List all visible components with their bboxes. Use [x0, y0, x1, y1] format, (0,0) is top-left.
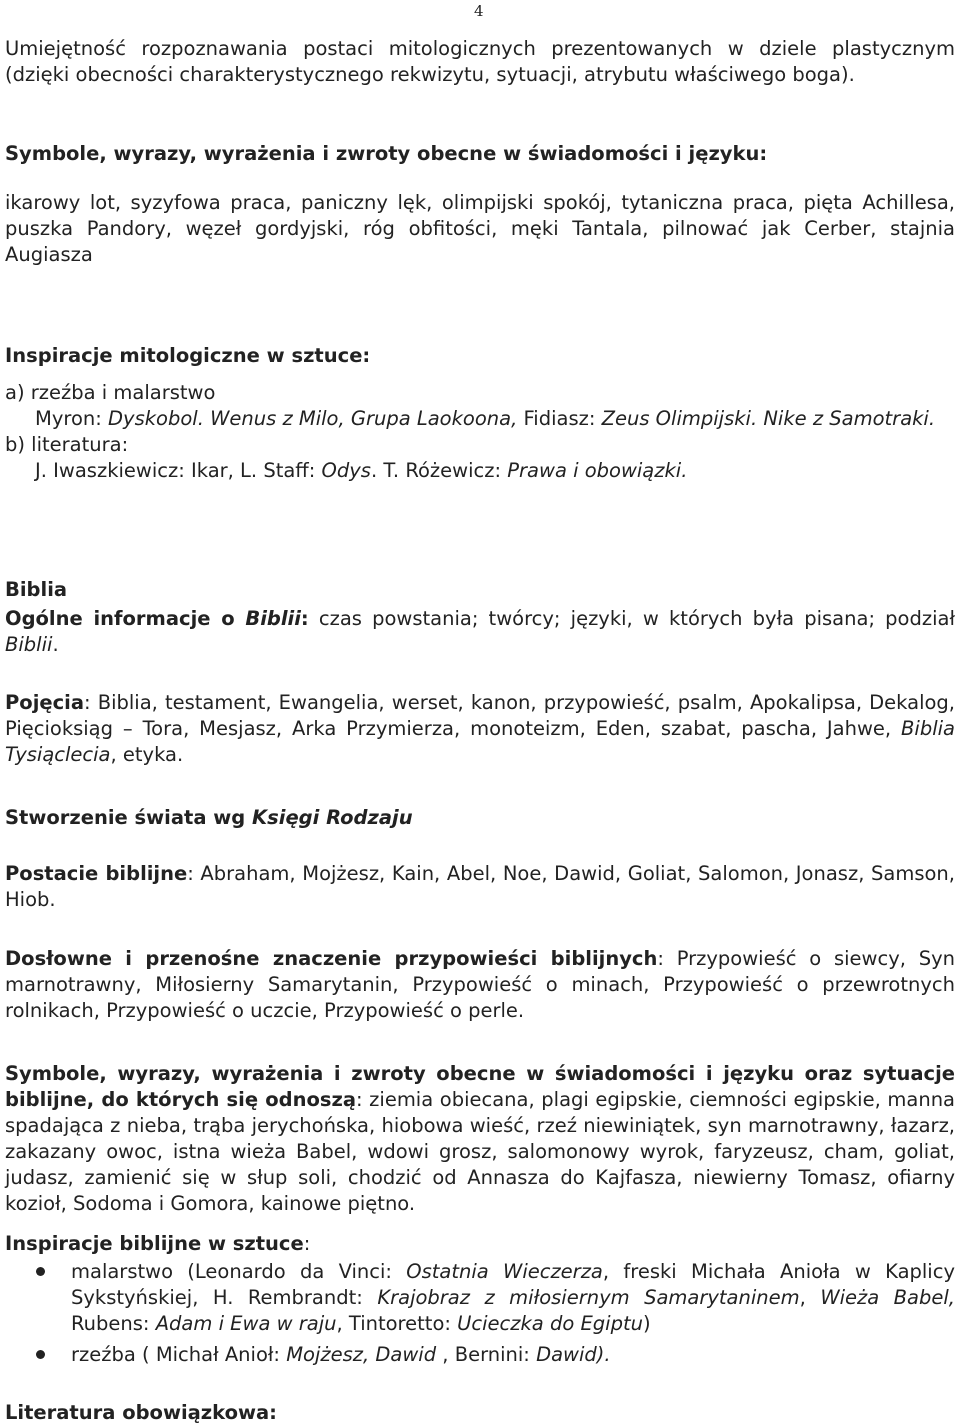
postacie-paragraph: [5, 861, 955, 913]
przypowiesci-paragraph: [5, 946, 955, 1024]
bullet1-ostatnia-wieczerza: Ostatnia Wieczerza: [406, 1260, 603, 1283]
myth-symbols-heading: Symbole, wyrazy, wyrażenia i zwroty obecne w świadomości i języku:: [5, 142, 768, 165]
bullet1-text-3: ,: [799, 1286, 821, 1309]
biblia-symbols-paragraph: [5, 1061, 955, 1217]
inspiracje-colon: :: [303, 1232, 311, 1255]
biblia-info-head: Ogólne informacje o: [5, 607, 246, 630]
biblia-symbols-text: : ziemia obiecana, plagi egipskie, ciemności egipskie, manna spadająca z nieba, trąba jerychońska, hiobowa wieść, rzeź niewiniątek, syn marnotrawny, łazarz, zakazany owoc, istna wieża Babel, wdowi grosz, salomonowy wyrok, faryzeusz, cham, goliat, judasz, zamienić się w słup soli, chodzić od Annasza do Kajfasza, niewierny Tomasz, ofiarny kozioł, Sodoma i Gomora, kainowe piętno.: [5, 1088, 956, 1215]
pojecia-text: : Biblia, testament, Ewangelia, werset, kanon, przypowieść, psalm, Apokalipsa, Dekalog, Pięcioksiąg – Tora, Mesjasz, Arka Przymierza, monoteizm, Eden, szabat, pascha, Jahwe,: [5, 691, 955, 740]
przypowiesci-text: : Przypowieść o siewcy, Syn marnotrawny, Miłosierny Samarytanin, Przypowieść o minach, Przypowieść o przewrotnych rolnikach, Przypowieść o uczcie, Przypowieść o perle.: [5, 947, 955, 1022]
bullet2-text-2: , Bernini:: [436, 1343, 537, 1366]
bullet1-krajobraz: Krajobraz z miłosiernym Samarytaninem: [377, 1286, 800, 1309]
myth-art-a-label: a) rzeźba i malarstwo: [5, 381, 216, 404]
bullet1-text-1: malarstwo (Leonardo da Vinci:: [71, 1260, 407, 1283]
biblia-symbols-head: Symbole, wyrazy, wyrażenia i zwroty obecne w świadomości i języku oraz sytuacje biblijne, do których się odnoszą: [5, 1062, 955, 1111]
postacie-head: Postacie biblijne: [5, 862, 188, 885]
myth-art-wenus: . Wenus z Milo, Grupa Laokoona,: [197, 407, 524, 430]
page-number: 4: [474, 2, 484, 20]
biblia-info-text: czas powstania; twórcy; języki, w których była pisana; podział: [308, 607, 955, 630]
inspiracje-list: [5, 1259, 955, 1373]
bullet2-text-1: rzeźba ( Michał Anioł:: [71, 1343, 287, 1366]
myth-art-iwaszkiewicz: J. Iwaszkiewicz: Ikar, L. Staff:: [35, 459, 322, 482]
biblia-title: Biblia: [5, 578, 68, 601]
myth-art-rozewicz: . T. Różewicz:: [370, 459, 508, 482]
myth-symbols-text: ikarowy lot, syzyfowa praca, paniczny lęk, olimpijski spokój, tytaniczna praca, pięta Achillesa, puszka Pandory, węzeł gordyjski, róg obfitości, męki Tantala, pilnować jak Cerber, stajnia Augiasza: [5, 191, 955, 266]
list-item: [5, 1342, 955, 1368]
intro-paragraph: Umiejętność rozpoznawania postaci mitologicznych prezentowanych w dziele plastycznym (dzięki obecności charakterystycznego rekwizytu, sytuacji, atrybutu właściwego boga).: [5, 37, 955, 86]
bullet1-ucieczka: Ucieczka do Egiptu: [457, 1312, 643, 1335]
myth-art-b-label: b) literatura:: [5, 433, 129, 456]
myth-art-nike: . Nike z Samotraki.: [750, 407, 936, 430]
myth-art-myron: Myron:: [35, 407, 109, 430]
list-item: [5, 1259, 955, 1337]
myth-art-a-line: [5, 406, 955, 432]
myth-art-zeus: Zeus Olimpijski: [601, 407, 751, 430]
bullet1-text-6: ): [642, 1312, 651, 1335]
bullet-icon: [36, 1350, 45, 1359]
pojecia-tysiaclecia: Biblia Tysiąclecia: [5, 717, 955, 766]
pojecia-head: Pojęcia: [5, 691, 84, 714]
bullet2-mojzesz-dawid: Mojżesz, Dawid: [286, 1343, 437, 1366]
inspiracje-biblijne-heading: [5, 1231, 955, 1257]
myth-art-list: [5, 380, 955, 484]
bullet2-dawid: Dawid).: [536, 1343, 611, 1366]
stworzenie-heading: [5, 805, 955, 831]
biblia-info-dot: .: [52, 633, 59, 656]
bullet1-wieza-babel: Wieża Babel,: [820, 1286, 956, 1309]
pojecia-end: , etyka.: [110, 743, 184, 766]
przypowiesci-head: Dosłowne i przenośne znaczenie przypowieści biblijnych: [5, 947, 658, 970]
postacie-text: : Abraham, Mojżesz, Kain, Abel, Noe, Dawid, Goliat, Salomon, Jonasz, Samson, Hiob.: [5, 862, 955, 911]
stworzenie-ksiegi: Księgi Rodzaju: [252, 806, 413, 829]
bullet1-adam-i-ewa: Adam i Ewa w raju: [155, 1312, 337, 1335]
myth-art-b-line: [5, 458, 955, 484]
inspiracje-head: Inspiracje biblijne w sztuce: [5, 1232, 304, 1255]
myth-art-dyskobol: Dyskobol: [108, 407, 198, 430]
biblia-info: [5, 606, 955, 658]
myth-art-prawa: Prawa i obowiązki.: [507, 459, 688, 482]
biblia-info-colon: :: [300, 607, 309, 630]
stworzenie-head: Stworzenie świata wg: [5, 806, 253, 829]
biblia-info-biblii2: Biblii: [5, 633, 53, 656]
literatura-heading: Literatura obowiązkowa:: [5, 1401, 277, 1424]
biblia-pojecia: [5, 690, 955, 768]
bullet-icon: [36, 1267, 45, 1276]
bullet1-text-4: Rubens:: [71, 1312, 156, 1335]
bullet1-text-5: , Tintoretto:: [336, 1312, 458, 1335]
myth-art-heading: Inspiracje mitologiczne w sztuce:: [5, 344, 371, 367]
myth-art-fidiasz: Fidiasz:: [523, 407, 602, 430]
biblia-info-biblii: Biblii: [245, 607, 301, 630]
myth-art-odys: Odys: [321, 459, 371, 482]
bullet1-text-2: , freski Michała Anioła w Kaplicy Sykstyńskiej, H. Rembrandt:: [71, 1260, 955, 1309]
